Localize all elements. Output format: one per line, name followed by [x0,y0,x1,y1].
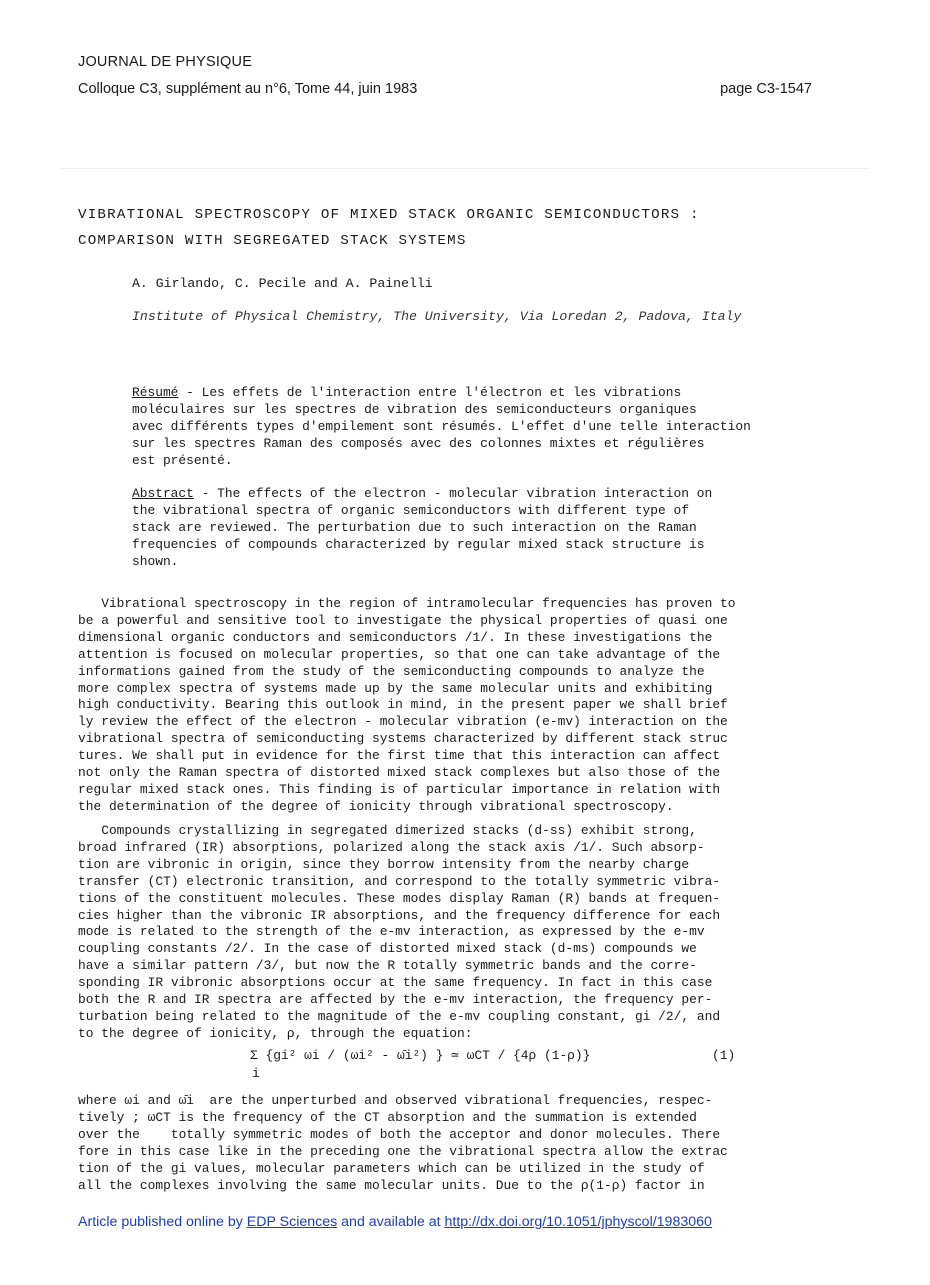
equation-number: (1) [712,1048,736,1063]
faint-divider [60,168,870,169]
journal-name: JOURNAL DE PHYSIQUE [78,54,253,70]
abstract-label: Abstract [132,486,194,501]
body-paragraph-1: Vibrational spectroscopy in the region of intramolecular frequencies has proven to be a powerful and sensitive tool to investigate the physical properties of quasi one dimensional organic conductors and semiconductors /1/. In these investigations the attention is focused on molecular properties, so that one can take advantage of the informations gained from the study of the semiconducting compounds to analyze the more complex spectra of systems made up by the same molecular units and exhibiting high conductivity. Bearing this outlook in mind, in the present paper we shall brief ly review the effect of the electron - molecular vibration (e-mv) interaction on the vibrational spectra of semiconducting systems characterized by different stack struc tures. We shall put in evidence for the first time that this interaction can affect not only the Raman spectra of distorted mixed stack complexes but also those of the regular mixed stack ones. This finding is of particular importance in relation with the determination of the degree of ionicity through vibrational spectroscopy. [78,596,736,814]
body-paragraph-3: where ωi and ω̄i are the unperturbed and observed vibrational frequencies, respec- tively ; ωCT is the frequency of the CT absorption and the summation is extended over the totally symmetric modes of both the acceptor and donor molecules. There fore in this case like in the preceding one the vibrational spectra allow the extrac tion of the gi values, molecular parameters which can be utilized in the study of all the complexes involving the same molecular units. Due to the ρ(1-ρ) factor in [78,1093,728,1193]
resume-label: Résumé [132,385,179,400]
footer-middle: and available at [337,1214,445,1230]
affiliation: Institute of Physical Chemistry, The University, Via Loredan 2, Padova, Italy [132,309,742,324]
footer-notice [78,1214,712,1230]
title-line-1: VIBRATIONAL SPECTROSCOPY OF MIXED STACK ORGANIC SEMICONDUCTORS : [78,207,700,223]
equation-summation-index: i [252,1066,260,1081]
abstract-text: - The effects of the electron - molecular vibration interaction on the vibrational spectra of organic semiconductors with different type of stack are reviewed. The perturbation due to such interaction on the Raman frequencies of compounds characterized by regular mixed stack structure is shown. [132,486,713,569]
body-paragraph-2: Compounds crystallizing in segregated dimerized stacks (d-ss) exhibit strong, broad infrared (IR) absorptions, polarized along the stack axis /1/. Such absorp- tion are vibronic in origin, since they borrow intensity from the nearby charge transfer (CT) electronic transition, and correspond to the totally symmetric vibra- tions of the constituent molecules. These modes display Raman (R) bands at frequen- cies higher than the vibronic IR absorptions, and the frequency difference for each mode is related to the strength of the e-mv interaction, as expressed by the e-mv coupling constants /2/. In the case of distorted mixed stack (d-ms) compounds we have a similar pattern /3/, but now the R totally symmetric bands and the corre- sponding IR vibronic absorptions occur at the same frequency. In fact in this case both the R and IR spectra are affected by the e-mv interaction, the frequency per- turbation being related to the magnitude of the e-mv coupling constant, gi /2/, and to the degree of ionicity, ρ, through the equation: [78,823,721,1041]
title-line-2: COMPARISON WITH SEGREGATED STACK SYSTEMS [78,233,467,249]
doi-link[interactable]: http://dx.doi.org/10.1051/jphyscol/1983060 [444,1214,712,1230]
article-title [78,202,700,254]
resume-text: - Les effets de l'interaction entre l'électron et les vibrations moléculaires sur les spectres de vibration des semiconducteurs organiques avec différents types d'empilement sont résumés. L'effet d'une telle interaction sur les spectres Raman des composés avec des colonnes mixtes et régulières est présenté. [132,385,751,468]
authors: A. Girlando, C. Pecile and A. Painelli [132,276,433,291]
issue-info: Colloque C3, supplément au n°6, Tome 44, juin 1983 [78,81,418,97]
abstract-block [132,486,712,571]
equation: Σ {gi² ωi / (ωi² - ω̄i²) } ≃ ωCT / {4ρ (1-ρ)} [250,1048,591,1063]
footer-prefix: Article published online by [78,1214,247,1230]
publisher-link[interactable]: EDP Sciences [246,1214,338,1230]
page-number: page C3-1547 [720,81,812,97]
resume-block [132,385,751,470]
